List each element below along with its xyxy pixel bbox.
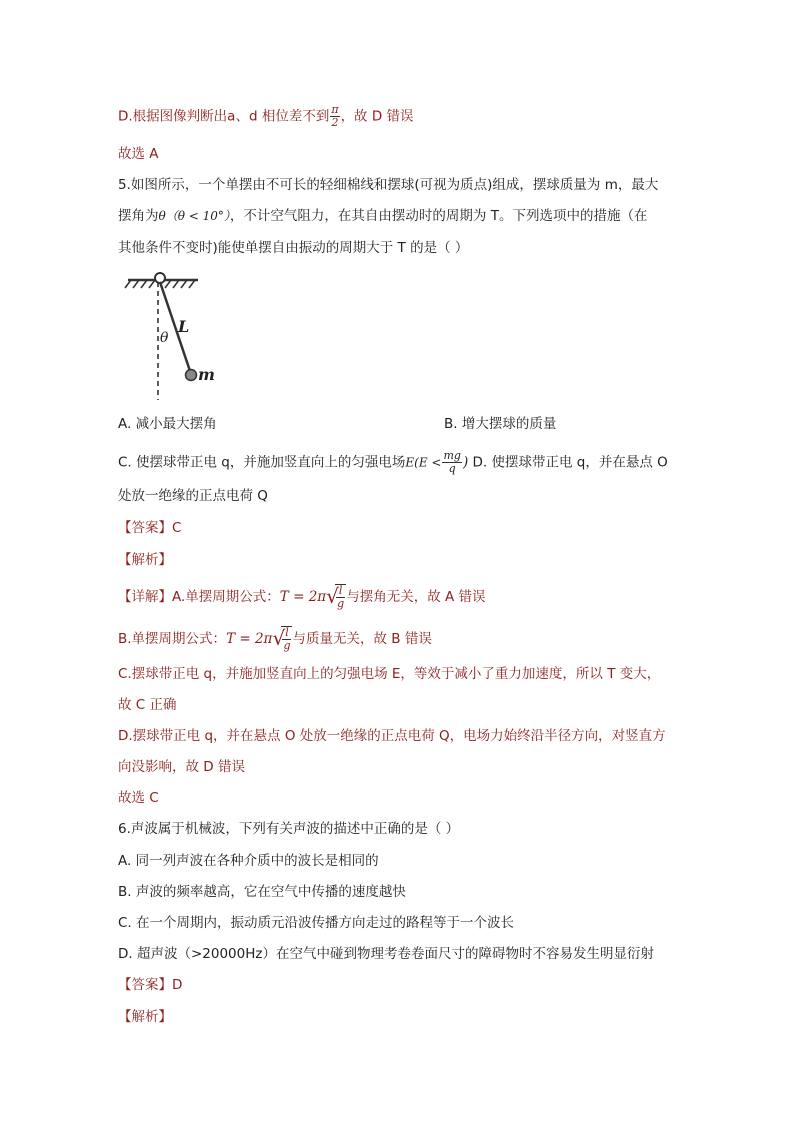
label-m: m (198, 365, 215, 384)
sqrt-l-over-g: √ $\frac{l}{g}$ (326, 584, 346, 610)
q5-answer: 【答案】C (118, 520, 182, 536)
q6-option-a: A. 同一列声波在各种介质中的波长是相同的 (118, 853, 379, 869)
q5-option-c-d: C. 使摆球带正电 q，并施加竖直向上的匀强电场E(E < $\frac{mg}{q}$ ) D. 使摆球带正电 q，并在悬点 O (118, 449, 668, 475)
label-theta: θ (160, 330, 169, 346)
prev-select: 故选 A (118, 146, 159, 162)
q5-option-c: C. 使摆球带正电 q，并施加竖直向上的匀强电场 (118, 454, 406, 471)
q6-option-d: D. 超声波（>20000Hz）在空气中碰到物理考卷卷面尺寸的障碍物时不容易发生明显衍射 (118, 946, 654, 962)
q6-option-c: C. 在一个周期内，振动质元沿波传播方向走过的路程等于一个波长 (118, 915, 515, 931)
q5-detail-b: B.单摆周期公式：T = 2π √ $\frac{l}{g}$ 与质量无关，故 B 错误 (118, 626, 432, 652)
pendulum-figure (122, 268, 215, 403)
q6-answer: 【答案】D (118, 977, 183, 993)
q5-stem-line1: 5.如图所示，一个单摆由不可长的轻细棉线和摆球(可视为质点)组成，摆球质量为 m，最大 (118, 177, 659, 193)
fraction-mg-over-q: $\frac{mg}{q}$ (443, 449, 461, 475)
q5-option-b: B. 增大摆球的质量 (444, 416, 557, 432)
q6-analysis-heading: 【解析】 (118, 1009, 172, 1025)
q5-select: 故选 C (118, 790, 159, 806)
sqrt-l-over-g-b: √ $\frac{l}{g}$ (272, 626, 292, 652)
q5-option-d: D. 使摆球带正电 q，并在悬点 O (472, 454, 668, 471)
q5-stem-line3: 其他条件不变时)能使单摆自由振动的周期大于 T 的是（ ） (118, 240, 469, 256)
q5-detail-c-line2: 故 C 正确 (118, 697, 177, 713)
q5-stem-line2: 摆角为θ（θ < 10°），不计空气阻力，在其自由摆动时的周期为 T。下列选项中的措施（在 (118, 208, 648, 224)
q5-detail-a: 【详解】A.单摆周期公式：T = 2π √ $\frac{l}{g}$ 与摆角无关，故 A 错误 (118, 584, 486, 610)
prev-option-d-conclusion: D.根据图像判断出a、d 相位差不到 $\frac{\pi}{2}$ ，故 D 错误 (118, 103, 414, 129)
fraction-pi-over-2: $\frac{\pi}{2}$ (331, 103, 339, 129)
q6-option-b: B. 声波的频率越高，它在空气中传播的速度越快 (118, 884, 406, 900)
q6-stem: 6.声波属于机械波，下列有关声波的描述中正确的是（ ） (118, 821, 460, 837)
q5-detail-d-line1: D.摆球带正电 q，并在悬点 O 处放一绝缘的正点电荷 Q，电场力始终沿半径方向，对竖直方 (118, 728, 666, 744)
q5-detail-c-line1: C.摆球带正电 q，并施加竖直向上的匀强电场 E，等效于减小了重力加速度，所以 T 变大， (118, 666, 661, 682)
q5-detail-d-line2: 向没影响，故 D 错误 (118, 759, 245, 775)
q5-analysis-heading: 【解析】 (118, 552, 172, 568)
q5-option-d-cont: 处放一绝缘的正点电荷 Q (118, 488, 268, 504)
label-L: L (178, 317, 190, 336)
q5-option-a: A. 减小最大摆角 (118, 416, 217, 432)
